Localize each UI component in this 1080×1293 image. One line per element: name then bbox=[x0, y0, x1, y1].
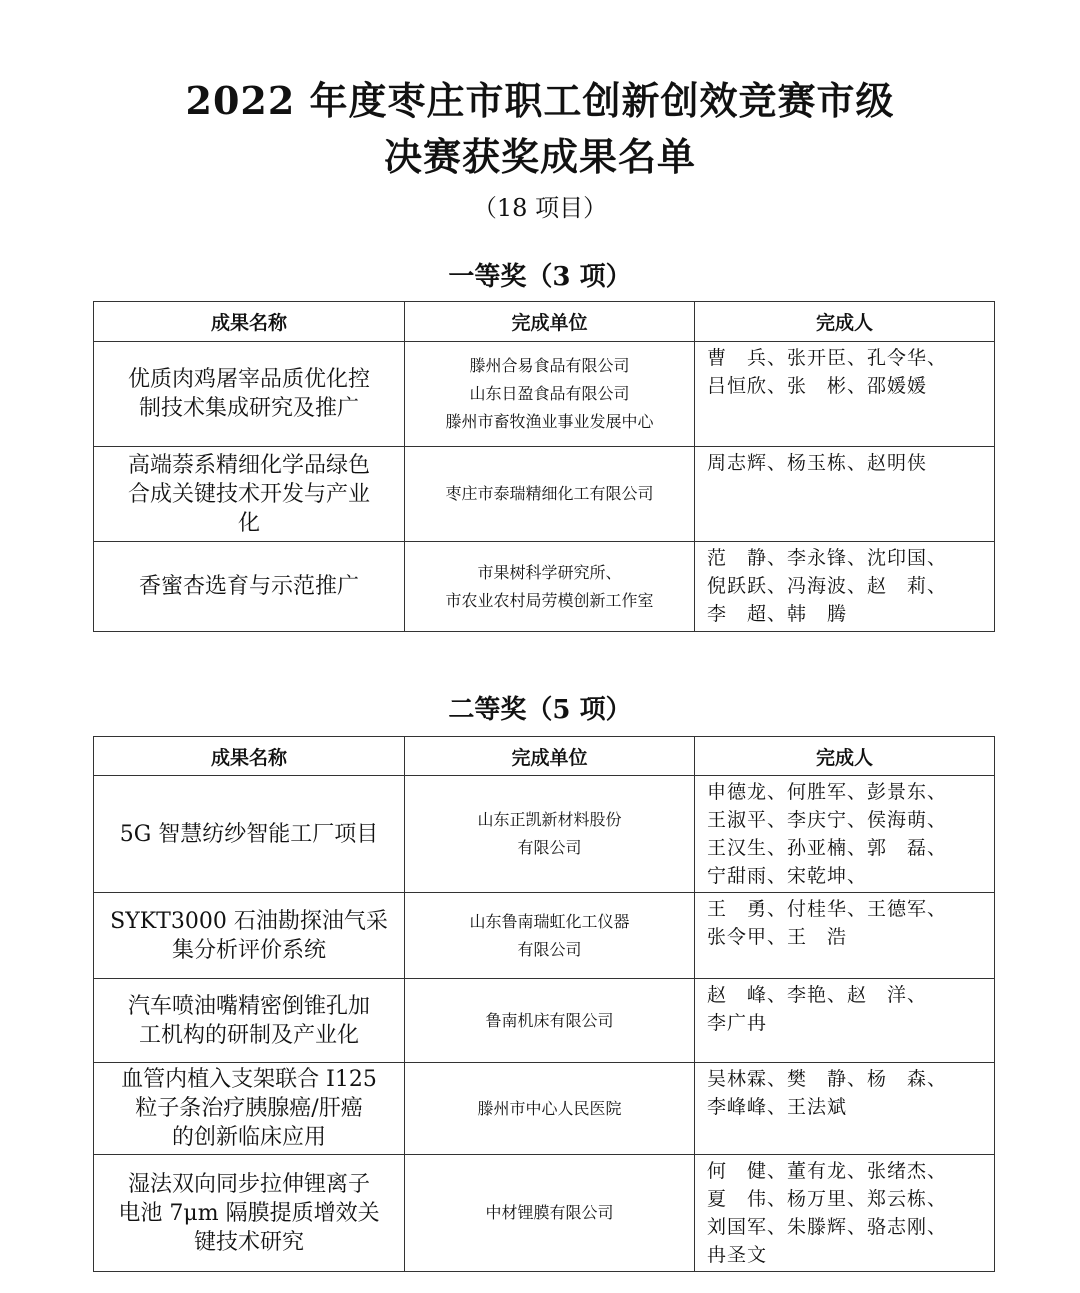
completers-line: 周志辉、杨玉栋、赵明侠 bbox=[707, 452, 928, 474]
completers-line: 曹 兵、张开臣、孔令华、 bbox=[707, 347, 948, 369]
achievement-name-line: SYKT3000 石油勘探油气采 bbox=[110, 908, 388, 934]
completing-unit-cell bbox=[405, 776, 695, 893]
completers-line: 刘国军、朱滕辉、骆志刚、 bbox=[707, 1216, 948, 1238]
column-header-unit: 完成单位 bbox=[405, 737, 695, 776]
completing-unit-line: 滕州市中心人民医院 bbox=[477, 1098, 622, 1118]
completers-line: 何 健、董有龙、张绪杰、 bbox=[707, 1160, 948, 1182]
achievement-name-cell bbox=[94, 542, 405, 632]
column-header-people: 完成人 bbox=[695, 737, 995, 776]
completers-line: 李 超、韩 腾 bbox=[707, 603, 848, 625]
completers-cell bbox=[695, 342, 995, 447]
table-header-row bbox=[94, 737, 995, 776]
completing-unit-line: 滕州市畜牧渔业事业发展中心 bbox=[445, 412, 654, 431]
achievement-name-line: 汽车喷油嘴精密倒锥孔加 bbox=[127, 993, 370, 1019]
second-prize-table bbox=[93, 736, 995, 1272]
completers-cell bbox=[695, 979, 995, 1063]
table-row bbox=[94, 776, 995, 893]
table-row bbox=[94, 1063, 995, 1155]
completing-unit-cell bbox=[405, 979, 695, 1063]
table-row bbox=[94, 447, 995, 542]
page-title-line-2: 决赛获奖成果名单 bbox=[383, 134, 696, 179]
completing-unit-line: 山东正凯新材料股份 bbox=[477, 810, 622, 829]
achievement-name-line: 制技术集成研究及推广 bbox=[138, 396, 359, 421]
completing-unit-line: 市果树科学研究所、 bbox=[477, 562, 622, 582]
achievement-name-line: 合成关键技术开发与产业 bbox=[127, 481, 370, 507]
second-prize-heading: 二等奖（5 项） bbox=[448, 695, 632, 725]
achievement-name-line: 优质肉鸡屠宰品质优化控 bbox=[127, 367, 370, 392]
project-count-subtitle: （18 项目） bbox=[472, 194, 608, 222]
completers-cell bbox=[695, 1063, 995, 1155]
achievement-name-cell bbox=[94, 1063, 405, 1155]
completing-unit-cell bbox=[405, 893, 695, 979]
table-row bbox=[94, 893, 995, 979]
table-row bbox=[94, 979, 995, 1063]
completing-unit-line: 有限公司 bbox=[517, 939, 582, 959]
achievement-name-line: 高端萘系精细化学品绿色 bbox=[127, 452, 370, 478]
completers-cell bbox=[695, 893, 995, 979]
column-header-people: 完成人 bbox=[695, 302, 995, 342]
achievement-name-line: 血管内植入支架联合 I125 bbox=[121, 1067, 377, 1092]
completers-line: 张令甲、王 浩 bbox=[707, 926, 848, 948]
completers-line: 范 静、李永锋、沈印国、 bbox=[707, 547, 948, 569]
completing-unit-line: 鲁南机床有限公司 bbox=[485, 1010, 614, 1030]
completing-unit-cell bbox=[405, 447, 695, 542]
completers-line: 吕恒欣、张 彬、邵媛媛 bbox=[707, 375, 928, 397]
achievement-name-line: 键技术研究 bbox=[193, 1229, 304, 1255]
completers-line: 夏 伟、杨万里、郑云栋、 bbox=[707, 1188, 948, 1210]
completers-line: 王汉生、孙亚楠、郭 磊、 bbox=[707, 837, 948, 859]
column-header-name: 成果名称 bbox=[94, 302, 405, 342]
achievement-name-line: 湿法双向同步拉伸锂离子 bbox=[127, 1171, 370, 1197]
completing-unit-cell bbox=[405, 1063, 695, 1155]
completing-unit-line: 枣庄市泰瑞精细化工有限公司 bbox=[445, 484, 654, 503]
completing-unit-line: 有限公司 bbox=[517, 838, 582, 857]
page-title-line-1: 2022 年度枣庄市职工创新创效竞赛市级 bbox=[185, 78, 895, 123]
achievement-name-cell bbox=[94, 342, 405, 447]
completers-line: 冉圣文 bbox=[707, 1244, 768, 1266]
completers-cell bbox=[695, 776, 995, 893]
completers-cell bbox=[695, 447, 995, 542]
achievement-name-line: 粒子条治疗胰腺癌/肝癌 bbox=[135, 1096, 363, 1121]
completing-unit-cell bbox=[405, 342, 695, 447]
completers-line: 倪跃跃、冯海波、赵 莉、 bbox=[707, 575, 948, 597]
table-row bbox=[94, 1155, 995, 1272]
first-prize-heading: 一等奖（3 项） bbox=[448, 262, 632, 292]
completers-line: 李峰峰、王法斌 bbox=[707, 1096, 848, 1118]
achievement-name-cell bbox=[94, 776, 405, 893]
first-prize-table bbox=[93, 301, 995, 632]
achievement-name-cell bbox=[94, 893, 405, 979]
completers-line: 王淑平、李庆宁、侯海萌、 bbox=[707, 809, 948, 831]
completing-unit-line: 山东鲁南瑞虹化工仪器 bbox=[469, 911, 630, 931]
completers-cell bbox=[695, 542, 995, 632]
achievement-name-line: 的创新临床应用 bbox=[171, 1125, 326, 1150]
table-row bbox=[94, 342, 995, 447]
achievement-name-line: 电池 7μm 隔膜提质增效关 bbox=[118, 1200, 380, 1226]
achievement-name-line: 5G 智慧纺纱智能工厂项目 bbox=[119, 821, 379, 847]
column-header-name: 成果名称 bbox=[94, 737, 405, 776]
completing-unit-line: 中材锂膜有限公司 bbox=[485, 1203, 614, 1222]
column-header-unit: 完成单位 bbox=[405, 302, 695, 342]
table-header-row bbox=[94, 302, 995, 342]
completers-line: 李广冉 bbox=[707, 1012, 768, 1034]
completing-unit-cell bbox=[405, 1155, 695, 1272]
completing-unit-line: 滕州合易食品有限公司 bbox=[469, 356, 630, 375]
achievement-name-line: 香蜜杏选育与示范推广 bbox=[138, 574, 359, 599]
completers-line: 吴林霖、樊 静、杨 森、 bbox=[707, 1068, 948, 1090]
completers-line: 赵 峰、李艳、赵 洋、 bbox=[707, 984, 928, 1006]
completing-unit-line: 山东日盈食品有限公司 bbox=[469, 384, 630, 403]
completers-cell bbox=[695, 1155, 995, 1272]
completers-line: 申德龙、何胜军、彭景东、 bbox=[707, 781, 948, 803]
completing-unit-line: 市农业农村局劳模创新工作室 bbox=[445, 590, 654, 610]
completers-line: 王 勇、付桂华、王德军、 bbox=[707, 898, 948, 920]
achievement-name-line: 化 bbox=[237, 510, 260, 536]
completing-unit-cell bbox=[405, 542, 695, 632]
achievement-name-cell bbox=[94, 1155, 405, 1272]
completers-line: 宁甜雨、宋乾坤、 bbox=[707, 865, 868, 887]
table-row bbox=[94, 542, 995, 632]
achievement-name-line: 集分析评价系统 bbox=[171, 937, 326, 963]
achievement-name-line: 工机构的研制及产业化 bbox=[138, 1022, 359, 1048]
achievement-name-cell bbox=[94, 447, 405, 542]
achievement-name-cell bbox=[94, 979, 405, 1063]
